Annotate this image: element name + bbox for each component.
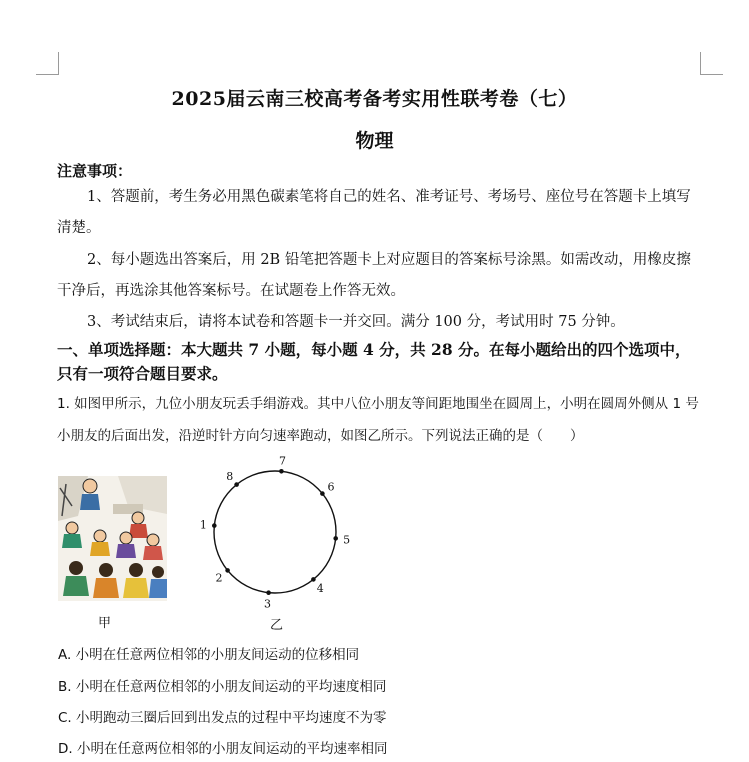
running-circle [214, 471, 336, 593]
exam-title: 2025届云南三校高考备考实用性联考卷（七） [171, 88, 578, 110]
page-corner-mark-left [36, 52, 59, 75]
children-playing-illustration [58, 476, 167, 601]
position-label-4: 4 [316, 582, 324, 595]
position-label-1: 1 [199, 518, 207, 532]
page-corner-mark-right [700, 52, 723, 75]
figure-yi-caption: 乙 [270, 618, 284, 633]
option-d: D. 小明在任意两位相邻的小朋友间运动的平均速率相同 [58, 741, 388, 757]
notice-heading: 注意事项： [57, 162, 133, 180]
position-dot-1 [212, 523, 217, 528]
exam-subject: 物理 [355, 130, 394, 152]
question-1-stem: 1. 如图甲所示，九位小朋友玩丢手绢游戏。其中八位小朋友等间距地围坐在圆周上，小明在圆周外侧从 1 号小朋友的后面出发，沿逆时针方向匀速率跑动，如图乙所示。下列说法正确的是（ ） [57, 396, 699, 444]
position-dot-6 [320, 491, 325, 496]
notice-item-1-text: 1、答题前，考生务必用黑色碳素笔将自己的姓名、准考证号、考场号、座位号在答题卡上填写清楚。 [57, 189, 691, 236]
notice-item-2-text: 2、每小题选出答案后，用 2B 铅笔把答题卡上对应题目的答案标号涂黑。如需改动，用橡皮擦干净后，再选涂其他答案标号。在试题卷上作答无效。 [57, 252, 691, 299]
notice-item-3 [57, 307, 705, 338]
position-label-5: 5 [343, 533, 351, 547]
circle-diagram [195, 452, 355, 612]
circle-positions [200, 454, 350, 610]
position-label-8: 8 [226, 470, 234, 483]
notice-item-1 [57, 182, 705, 244]
option-a: A. 小明在任意两位相邻的小朋友间运动的位移相同 [58, 647, 360, 663]
figure-jia-caption: 甲 [98, 616, 112, 631]
notice-item-2 [57, 245, 705, 307]
position-dot-4 [311, 577, 316, 582]
option-b: B. 小明在任意两位相邻的小朋友间运动的平均速度相同 [58, 679, 387, 695]
position-label-2: 2 [215, 571, 223, 585]
position-label-3: 3 [264, 597, 271, 611]
position-label-7: 7 [279, 454, 286, 468]
notice-item-3-text: 3、考试结束后，请将本试卷和答题卡一并交回。满分 100 分，考试用时 75 分钟。 [87, 314, 625, 330]
position-dot-7 [279, 469, 284, 474]
option-c: C. 小明跑动三圈后回到出发点的过程中平均速度不为零 [58, 710, 387, 726]
position-dot-5 [333, 536, 338, 541]
position-dot-3 [266, 590, 271, 595]
section-heading: 一、单项选择题：本大题共 7 小题，每小题 4 分，共 28 分。在每小题给出的四个选项中，只有一项符合题目要求。 [57, 340, 691, 383]
position-dot-8 [234, 482, 239, 487]
position-dot-2 [225, 568, 230, 573]
position-label-6: 6 [327, 480, 335, 494]
